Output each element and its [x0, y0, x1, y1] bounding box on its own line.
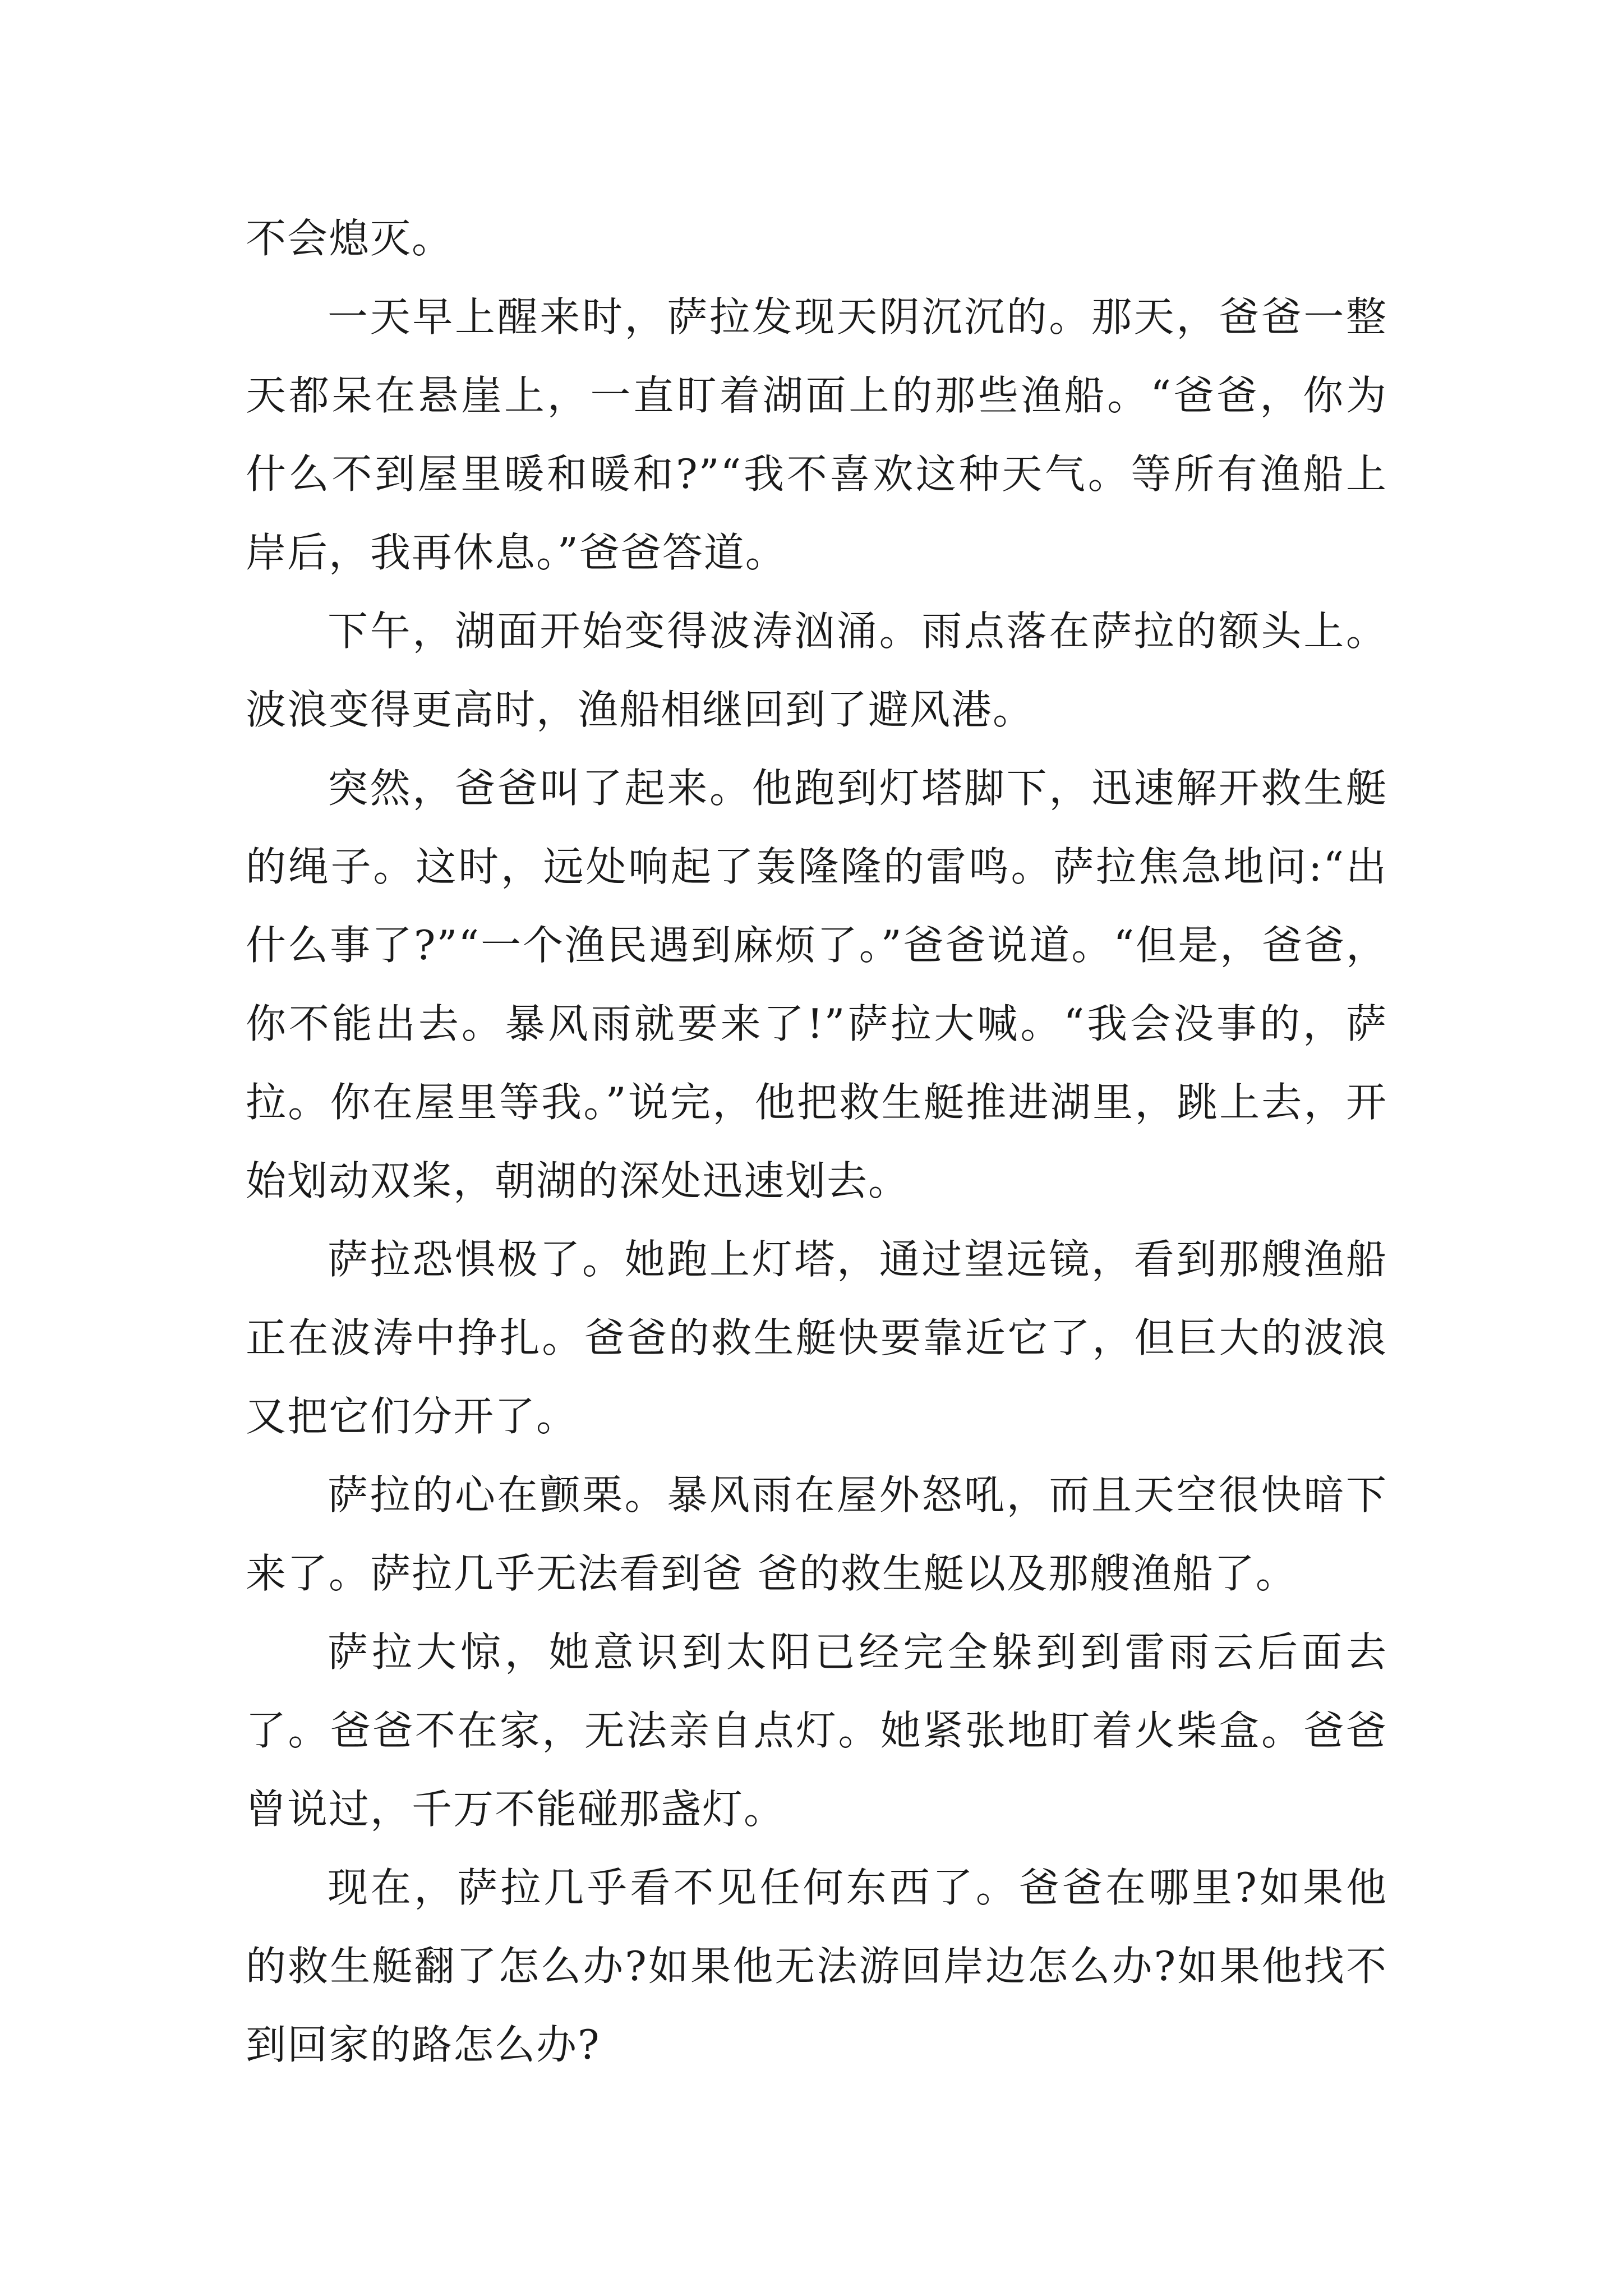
- paragraph-4: 突然，爸爸叫了起来。他跑到灯塔脚下，迅速解开救生艇的绳子。这时，远处响起了轰隆隆的雷鸣。萨拉焦急地问:“出什么事了?”“一个渔民遇到麻烦了。”爸爸说道。“但是，爸爸，你不能出去。暴风雨就要来了!”萨拉大喊。“我会没事的，萨拉。你在屋里等我。”说完，他把救生艇推进湖里，跳上去，开始划动双桨，朝湖的深处迅速划去。: [246, 765, 1387, 1204]
- body-text: [246, 199, 1387, 2084]
- paragraph-1: 不会熄灭。: [246, 215, 454, 262]
- paragraph-7: 萨拉大惊，她意识到太阳已经完全躲到到雷雨云后面去了。爸爸不在家，无法亲自点灯。她紧张地盯着火柴盒。爸爸曾说过，千万不能碰那盏灯。: [246, 1628, 1387, 1833]
- paragraph-3: 下午，湖面开始变得波涛汹涌。雨点落在萨拉的额头上。波浪变得更高时，渔船相继回到了避风港。: [246, 608, 1387, 733]
- paragraph-6: 萨拉的心在颤栗。暴风雨在屋外怒吼，而且天空很快暗下来了。萨拉几乎无法看到爸 爸的救生艇以及那艘渔船了。: [246, 1471, 1387, 1597]
- paragraph-5: 萨拉恐惧极了。她跑上灯塔，通过望远镜，看到那艘渔船正在波涛中挣扎。爸爸的救生艇快要靠近它了，但巨大的波浪又把它们分开了。: [246, 1236, 1387, 1440]
- paragraph-2: 一天早上醒来时，萨拉发现天阴沉沉的。那天，爸爸一整天都呆在悬崖上，一直盯着湖面上的那些渔船。“爸爸，你为什么不到屋里暖和暖和?”“我不喜欢这种天气。等所有渔船上岸后，我再休息。”爸爸答道。: [246, 293, 1387, 576]
- paragraph-8: 现在，萨拉几乎看不见任何东西了。爸爸在哪里?如果他的救生艇翻了怎么办?如果他无法游回岸边怎么办?如果他找不到回家的路怎么办?: [246, 1864, 1387, 2068]
